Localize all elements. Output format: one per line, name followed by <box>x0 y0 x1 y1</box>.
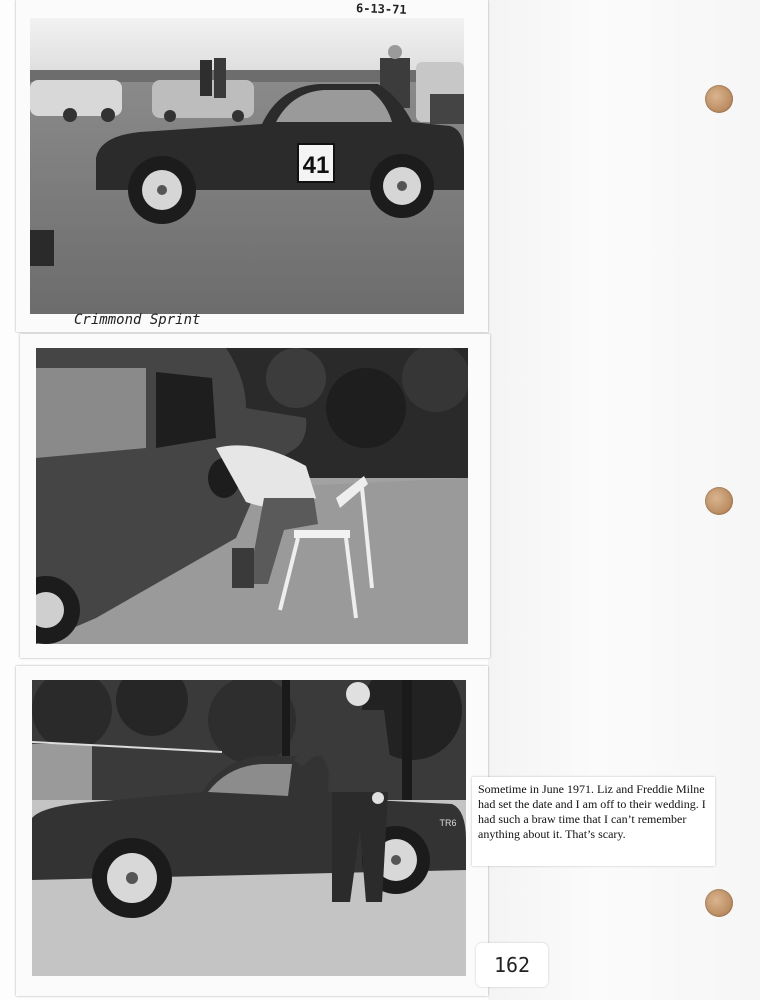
binder-hole-top <box>705 85 733 113</box>
sprint-photo-image <box>30 18 464 314</box>
photo-card-sprint <box>16 0 488 332</box>
wheel-photo-image <box>36 348 468 644</box>
photo-caption: Crimmond Sprint <box>74 312 201 328</box>
page-number: 162 <box>476 943 548 987</box>
photo-card-wedding <box>16 666 488 996</box>
photo-man-with-car[interactable] <box>32 680 466 976</box>
date-annotation: 6-13-71 <box>355 1 407 17</box>
wedding-photo-image <box>32 680 466 976</box>
binder-hole-bottom <box>705 889 733 917</box>
photo-changing-wheel[interactable] <box>36 348 468 644</box>
photo-card-changing-wheel <box>20 334 490 658</box>
handwritten-note-card: Sometime in June 1971. Liz and Freddie Milne had set the date and I am off to their wedding. I had such a braw time that I can’t remember anything about it. That’s scary. <box>472 777 715 866</box>
car-badge: TR6 <box>439 818 457 828</box>
binder-hole-middle <box>705 487 733 515</box>
race-number: 41 <box>302 152 330 179</box>
photo-sprint-car[interactable] <box>30 18 464 314</box>
